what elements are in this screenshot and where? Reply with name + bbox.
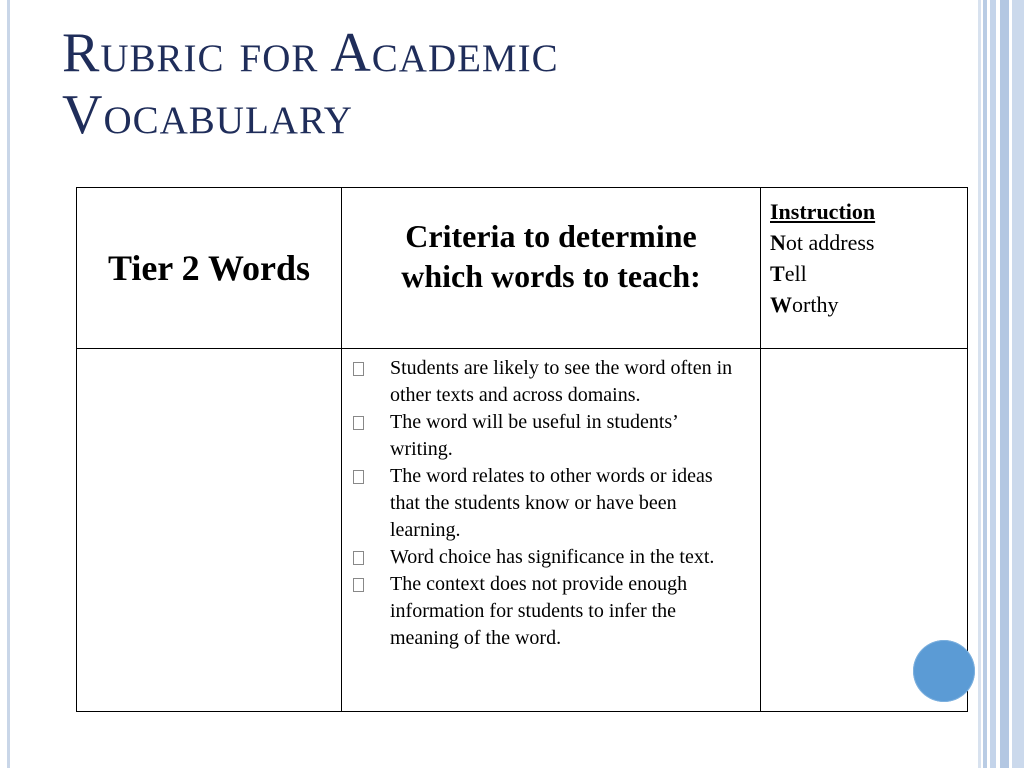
tier-2-words-header: Tier 2 Words: [77, 188, 342, 349]
list-item: The word will be useful in students’ writing.: [390, 409, 742, 463]
bullet-box-icon: [353, 416, 364, 430]
criteria-cell: [342, 349, 761, 712]
bullet-box-icon: [353, 551, 364, 565]
right-decorative-stripes: [978, 0, 1024, 768]
table-body-row: [77, 349, 968, 712]
list-item: Students are likely to see the word often in other texts and across domains.: [390, 355, 742, 409]
criteria-header-line1: Criteria to determine: [405, 218, 697, 254]
tier-2-words-cell: [77, 349, 342, 712]
tell-line: Tell: [770, 261, 807, 286]
list-item: The word relates to other words or ideas that the students know or have been learning.: [390, 463, 742, 544]
criteria-header: [342, 188, 761, 349]
bullet-box-icon: [353, 470, 364, 484]
slide-title: [62, 22, 559, 146]
rubric-table: [76, 187, 968, 712]
left-border-rule: [7, 0, 10, 768]
table-header-row: [77, 188, 968, 349]
instruction-heading: Instruction: [770, 199, 876, 224]
list-item: The context does not provide enough information for students to infer the meaning of the word.: [390, 571, 742, 652]
slide-title-line1: Rubric for Academic: [62, 22, 559, 84]
bullet-box-icon: [353, 578, 364, 592]
criteria-list: [342, 349, 760, 652]
bullet-box-icon: [353, 362, 364, 376]
not-address-line: Not address: [770, 230, 875, 255]
list-item: Word choice has significance in the text.: [390, 544, 742, 571]
slide-title-line2: Vocabulary: [62, 84, 353, 146]
criteria-header-line2: which words to teach:: [401, 258, 701, 294]
decorative-circle-icon: [913, 640, 975, 702]
worthy-line: Worthy: [770, 292, 839, 317]
instruction-header: [761, 188, 968, 349]
